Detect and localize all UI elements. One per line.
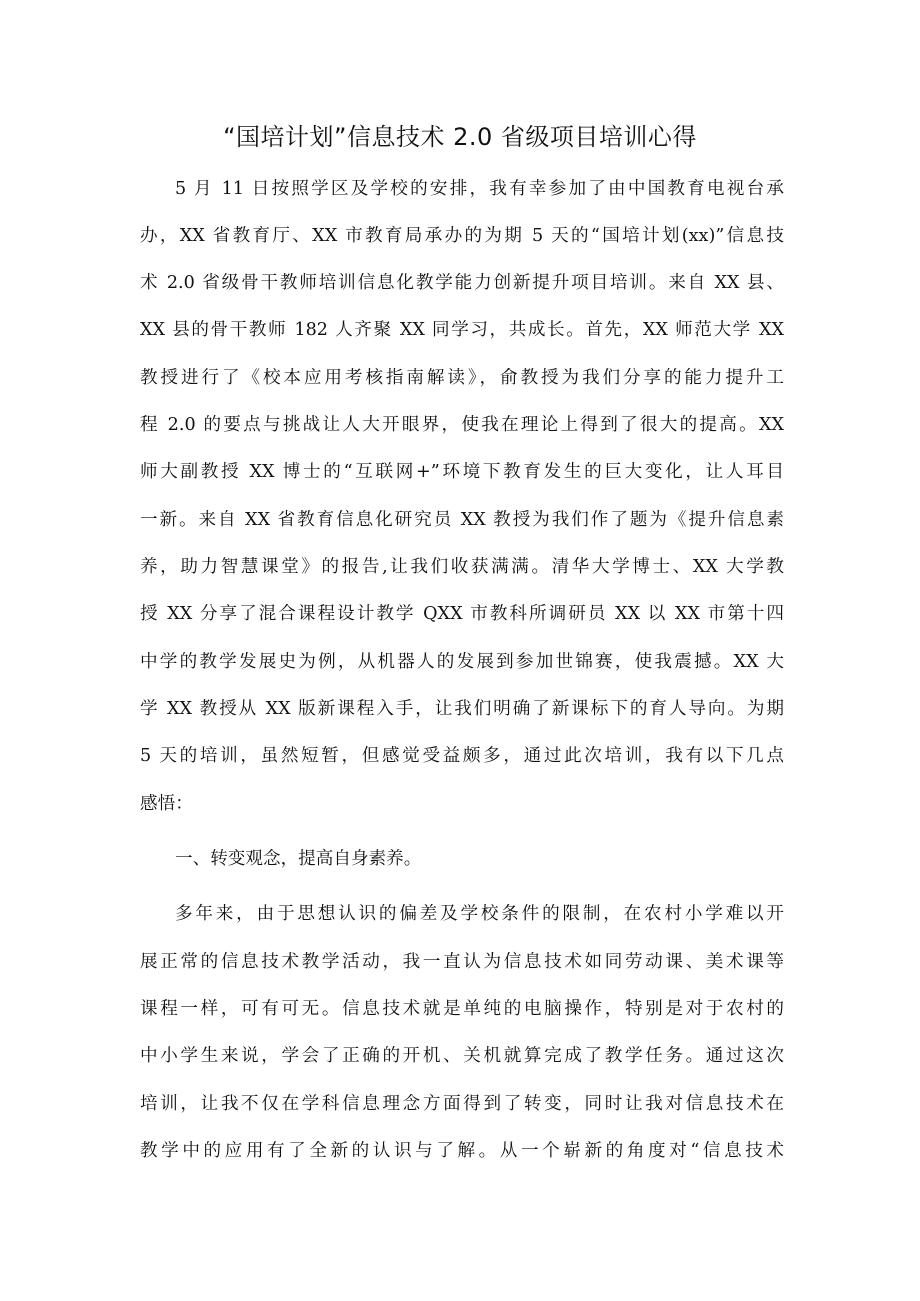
paragraph2-line-4: 中小学生来说，学会了正确的开机、关机就算完成了教学任务。通过这次 — [140, 1046, 784, 1066]
paragraph1-line-14: 感悟： — [140, 794, 193, 814]
paragraph1-line-11: 中学的教学发展史为例，从机器人的发展到参加世锦赛，使我震撼。XX 大 — [140, 652, 784, 672]
paragraph1-line-10: 授 XX 分享了混合课程设计教学 QXX 市教科所调研员 XX 以 XX 市第十四 — [140, 604, 784, 624]
paragraph2-line-5: 培训，让我不仅在学科信息理念方面得到了转变，同时让我对信息技术在 — [140, 1094, 784, 1114]
paragraph1-line-2: 办，XX 省教育厅、XX 市教育局承办的为期 5 天的“国培计划(xx)”信息技 — [140, 226, 784, 246]
paragraph1-line-1: 5 月 11 日按照学区及学校的安排，我有幸参加了由中国教育电视台承 — [175, 179, 784, 199]
paragraph2-line-2: 展正常的信息技术教学活动，我一直认为信息技术如同劳动课、美术课等 — [140, 952, 784, 972]
paragraph1-line-8: 一新。来自 XX 省教育信息化研究员 XX 教授为我们作了题为《提升信息素 — [140, 510, 784, 530]
paragraph1-line-13: 5 天的培训，虽然短暂，但感觉受益颇多，通过此次培训，我有以下几点 — [140, 746, 784, 766]
paragraph2-line-6: 教学中的应用有了全新的认识与了解。从一个崭新的角度对“信息技术 — [140, 1141, 784, 1161]
section-heading-1: 一、转变观念，提高自身素养。 — [175, 849, 422, 869]
paragraph1-line-9: 养，助力智慧课堂》的报告,让我们收获满满。清华大学博士、XX 大学教 — [140, 557, 784, 577]
paragraph1-line-4: XX 县的骨干教师 182 人齐聚 XX 同学习，共成长。首先，XX 师范大学 XX — [140, 320, 784, 340]
page-title: “国培计划”信息技术 2.0 省级项目培训心得 — [223, 123, 697, 151]
paragraph2-line-1: 多年来，由于思想认识的偏差及学校条件的限制，在农村小学难以开 — [175, 904, 784, 924]
paragraph1-line-3: 术 2.0 省级骨干教师培训信息化教学能力创新提升项目培训。来自 XX 县、 — [140, 273, 784, 293]
paragraph2-line-3: 课程一样，可有可无。信息技术就是单纯的电脑操作，特别是对于农村的 — [140, 999, 784, 1019]
paragraph1-line-12: 学 XX 教授从 XX 版新课程入手，让我们明确了新课标下的育人导向。为期 — [140, 699, 784, 719]
paragraph1-line-5: 教授进行了《校本应用考核指南解读》，俞教授为我们分享的能力提升工 — [140, 368, 784, 388]
paragraph1-line-7: 师大副教授 XX 博士的“互联网+”环境下教育发生的巨大变化，让人耳目 — [140, 462, 784, 482]
paragraph1-line-6: 程 2.0 的要点与挑战让人大开眼界，使我在理论上得到了很大的提高。XX — [140, 415, 784, 435]
